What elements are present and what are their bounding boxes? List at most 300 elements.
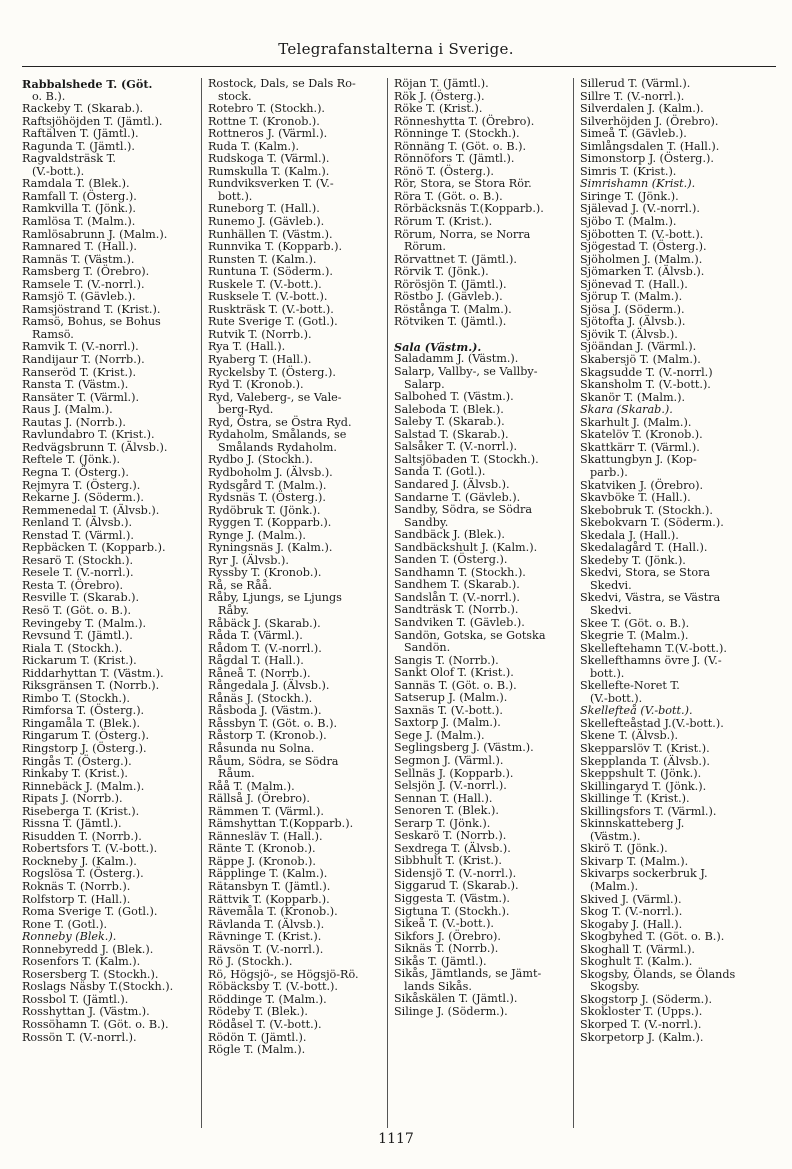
column-3 — [387, 78, 573, 1128]
directory-entry: Silverhöjden J. (Örebro). — [580, 114, 719, 128]
directory-entry: Skellefte-Noret T. — [580, 679, 680, 693]
directory-entry: Ryckelsby T. (Österg.). — [208, 365, 336, 379]
entry-continuation: Råum. — [218, 767, 255, 781]
directory-entry: Skarhult J. (Malm.). — [580, 415, 692, 429]
directory-entry: Skedvi, Stora, se Stora — [580, 566, 711, 580]
directory-entry: Råå T. (Malm.). — [208, 779, 295, 793]
directory-entry: Rödeby T. (Blek.). — [208, 1005, 308, 1019]
directory-entry: Seglingsberg J. (Västm.). — [394, 741, 534, 755]
directory-entry: Ragvaldsträsk T. — [22, 152, 116, 166]
directory-entry: Sibbhult T. (Krist.). — [394, 854, 502, 868]
directory-entry: Rute Sverige T. (Gotl.). — [208, 315, 338, 329]
page-title: Telegrafanstalterna i Sverige. — [278, 40, 514, 58]
directory-entry: Skeppshult T. (Jönk.). — [580, 767, 702, 781]
directory-entry: Skogstorp J. (Söderm.). — [580, 992, 713, 1006]
directory-entry: Revingeby T. (Malm.). — [22, 616, 147, 630]
directory-entry: Rönneshytta T. (Örebro). — [394, 114, 535, 128]
directory-entry: Riksgränsen T. (Norrb.). — [22, 679, 160, 693]
directory-entry: Resta T. (Örebro). — [22, 578, 124, 592]
directory-entry: Rudskoga T. (Värml.). — [208, 152, 330, 166]
directory-entry: Sandby, Södra, se Södra — [394, 503, 532, 517]
directory-entry: Råssbyn T. (Göt. o. B.). — [208, 716, 337, 730]
directory-entry: Sandön, Gotska, se Gotska — [394, 628, 546, 642]
directory-entry: Ramlösa T. (Malm.). — [22, 215, 136, 229]
directory-entry: Rimforsa T. (Österg.). — [22, 704, 145, 718]
directory-entry: Siknäs T. (Norrb.). — [394, 942, 499, 956]
directory-entry: Rottne T. (Kronob.). — [208, 114, 320, 128]
column-4 — [573, 78, 759, 1128]
directory-entry: Skattkärr T. (Värml.). — [580, 440, 700, 454]
directory-entry: Sandträsk T. (Norrb.). — [394, 603, 519, 617]
directory-entry: Seskarö T. (Norrb.). — [394, 829, 507, 843]
directory-entry: Rautas J. (Norrb.). — [22, 415, 126, 429]
directory-entry: Sjörup T. (Malm.). — [580, 290, 683, 304]
directory-entry: Rånäs J. (Stockh.). — [208, 691, 313, 705]
directory-entry: Ramsele T. (V.-norrl.). — [22, 277, 145, 291]
directory-entry: Rumskulla T. (Kalm.). — [208, 164, 330, 178]
directory-entry: Saladamm J. (Västm.). — [394, 352, 519, 366]
directory-entry: Sikås, Jämtlands, se Jämt- — [394, 967, 542, 981]
directory-entry: Skanör T. (Malm.). — [580, 390, 686, 404]
entry-continuation: Ramsö. — [32, 327, 74, 341]
directory-entry: Skara (Skarab.). — [580, 403, 673, 417]
directory-entry: Redvägsbrunn T. (Älvsb.). — [22, 440, 168, 454]
directory-entry: Simris T. (Krist.). — [580, 164, 677, 178]
directory-entry: Sandhem T. (Skarab.). — [394, 578, 520, 592]
directory-entry: Sjöbo T. (Malm.). — [580, 215, 677, 229]
directory-entry: Ryd, Östra, se Östra Ryd. — [208, 415, 352, 429]
directory-entry: Skogsby, Ölands, se Ölands — [580, 967, 736, 981]
directory-entry: Sidensjö T. (V.-norrl.). — [394, 866, 517, 880]
column-1 — [22, 78, 201, 1128]
directory-entry: Råbäck J. (Skarab.). — [208, 616, 321, 630]
directory-entry: Ramfall T. (Österg.). — [22, 189, 137, 203]
directory-entry: Skogbyhed T. (Göt. o. B.). — [580, 930, 725, 944]
directory-entry: Roknäs T. (Norrb.). — [22, 880, 131, 893]
directory-entry: Simonstorp J. (Österg.). — [580, 152, 714, 166]
directory-entry: Skebobruk T. (Stockh.). — [580, 503, 713, 517]
directory-entry: Rossbol T. (Jämtl.). — [22, 992, 129, 1006]
directory-entry: Rackeby T. (Skarab.). — [22, 102, 144, 116]
directory-entry: Råsunda nu Solna. — [208, 741, 315, 755]
directory-entry: Rosenfors T. (Kalm.). — [22, 955, 141, 969]
directory-entry: Rydsgård T. (Malm.). — [208, 478, 327, 492]
directory-entry: Rekarne J. (Söderm.). — [22, 491, 144, 505]
directory-entry: Rottneros J. (Värml.). — [208, 127, 328, 141]
directory-entry: Sjögestad T. (Österg.). — [580, 240, 707, 254]
directory-entry: Rännesläv T. (Hall.). — [208, 829, 323, 843]
directory-entry: Skellefteå (V.-bott.). — [580, 704, 693, 718]
directory-entry: Rostock, Dals, se Dals Ro- — [208, 78, 356, 90]
directory-entry: Sikåskälen T. (Jämtl.). — [394, 992, 518, 1006]
directory-entry: Segmon J. (Värml.). — [394, 753, 504, 767]
directory-entry: Simrishamn (Krist.). — [580, 177, 696, 191]
directory-entry: Skorped T. (V.-norrl.). — [580, 1018, 702, 1032]
directory-entry: Rydbo J. (Stockh.). — [208, 453, 313, 467]
directory-entry: Röbäcksby T. (V.-bott.). — [208, 980, 338, 994]
directory-entry: Skellefthamns övre J. (V.- — [580, 654, 722, 668]
directory-entry: Sandbäck J. (Blek.). — [394, 528, 505, 542]
directory-entry: Sjöholmen J. (Malm.). — [580, 252, 703, 266]
directory-entry: Ransäter T. (Värml.). — [22, 390, 140, 404]
directory-entry: Råsboda J. (Västm.). — [208, 704, 322, 718]
directory-entry: Sjöbotten T. (V.-bott.). — [580, 227, 704, 241]
directory-entry: Skillinge T. (Krist.). — [580, 792, 690, 806]
directory-entry: Siggesta T. (Västm.). — [394, 892, 510, 905]
directory-entry: Ramsjöstrand T. (Krist.). — [22, 302, 161, 316]
directory-entry: Röstånga T. (Malm.). — [394, 302, 512, 316]
directory-entry: Ryr J. (Älvsb.). — [208, 553, 289, 567]
entry-continuation: (Malm.). — [590, 880, 639, 893]
directory-entry: Salbohed T. (Västm.). — [394, 390, 514, 404]
column-2 — [201, 78, 387, 1128]
directory-entry: Sandviken T. (Gävleb.). — [394, 615, 525, 629]
directory-entry: Sikfors J. (Örebro). — [394, 929, 501, 943]
directory-entry: Rå, se Råå. — [208, 578, 272, 592]
directory-entry: Rydöbruk T. (Jönk.). — [208, 503, 321, 517]
directory-entry: Sjövik T. (Älvsb.). — [580, 327, 678, 341]
directory-entry: Sjönevad T. (Hall.). — [580, 277, 688, 291]
directory-entry: Rönnäng T. (Göt. o. B.). — [394, 139, 527, 153]
directory-entry: Saleboda T. (Blek.). — [394, 402, 504, 416]
directory-entry: Rusksele T. (V.-bott.). — [208, 290, 328, 304]
directory-entry: Saxtorp J. (Malm.). — [394, 716, 501, 730]
directory-entry: Rönnöfors T. (Jämtl.). — [394, 152, 515, 166]
directory-entry: Salstad T. (Skarab.). — [394, 427, 509, 441]
directory-entry: Ragunda T. (Jämtl.). — [22, 139, 135, 153]
directory-entry: Råby, Ljungs, se Ljungs — [208, 591, 342, 605]
directory-entry: Skatelöv T. (Kronob.). — [580, 428, 703, 442]
directory-entry: Rörösjön T. (Jämtl.). — [394, 277, 507, 291]
directory-entry: Ringarum T. (Österg.). — [22, 729, 150, 743]
directory-entry: Sellnäs J. (Kopparb.). — [394, 766, 514, 780]
directory-entry: Skoghult T. (Kalm.). — [580, 955, 693, 969]
directory-entry: Skillingaryd T. (Jönk.). — [580, 779, 707, 793]
entry-continuation: bott.). — [590, 666, 625, 680]
directory-entry: Rö J. (Stockh.). — [208, 955, 293, 969]
directory-entry: Ryggen T. (Kopparb.). — [208, 516, 332, 530]
directory-entry: Skorpetorp J. (Kalm.). — [580, 1030, 704, 1044]
entry-continuation: Smålands Rydaholm. — [218, 440, 337, 454]
entry-continuation: Sandby. — [404, 515, 449, 529]
entry-continuation: Skogsby. — [590, 980, 640, 994]
directory-entry: Rockneby J. (Kalm.). — [22, 854, 137, 868]
directory-entry: Skillingsfors T. (Värml.). — [580, 804, 717, 818]
directory-entry: Rörum, Norra, se Norra — [394, 227, 531, 241]
directory-entry: Ransta T. (Västm.). — [22, 378, 129, 392]
directory-entry: Sillerud T. (Värml.). — [580, 78, 691, 90]
directory-entry: Rörvik T. (Jönk.). — [394, 265, 489, 279]
directory-entry: Rämshyttan T.(Kopparb.). — [208, 817, 354, 831]
directory-entry: Skene T. (Älvsb.). — [580, 729, 679, 743]
directory-entry: Rogslösa T. (Österg.). — [22, 867, 144, 881]
entry-continuation: Sandön. — [404, 641, 451, 655]
directory-entry: Ränte T. (Kronob.). — [208, 842, 316, 856]
directory-entry: Rabbalshede T. (Göt. — [22, 78, 153, 91]
directory-entry: Sandbäckshult J. (Kalm.). — [394, 540, 538, 554]
directory-entry: Ryssby T. (Kronob.). — [208, 566, 322, 580]
directory-entry: Röstbo J. (Gävleb.). — [394, 290, 503, 304]
directory-entry: Skelleftehamn T.(V.-bott.). — [580, 641, 727, 655]
directory-entry: Serarp T. (Jönk.). — [394, 816, 491, 830]
directory-entry: Skogaby J. (Hall.). — [580, 917, 683, 931]
directory-entry: Remmenedal T. (Älvsb.). — [22, 503, 160, 517]
directory-entry: Rutvik T. (Norrb.). — [208, 327, 312, 341]
directory-entry: Rävsön T. (V.-norrl.). — [208, 942, 324, 956]
directory-entry: Sangis T. (Norrb.). — [394, 653, 499, 667]
directory-entry: Rättvik T. (Kopparb.). — [208, 892, 330, 906]
directory-entry: Skagsudde T. (V.-norrl.) — [580, 365, 713, 379]
directory-entry: Skepparslöv T. (Krist.). — [580, 741, 710, 755]
directory-entry: Renland T. (Älvsb.). — [22, 516, 133, 530]
directory-entry: Rämmen T. (Värml.). — [208, 804, 324, 818]
page-number: 1117 — [378, 1131, 414, 1147]
entry-continuation: Råby. — [218, 603, 249, 617]
directory-entry: Ramnäs T. (Västm.). — [22, 252, 135, 266]
directory-entry: Rök J. (Österg.). — [394, 89, 485, 103]
directory-entry: Rävninge T. (Krist.). — [208, 930, 322, 944]
directory-entry: Ramlösabrunn J. (Malm.). — [22, 227, 168, 241]
entry-continuation: berg-Ryd. — [218, 403, 274, 417]
directory-entry: Ruda T. (Kalm.). — [208, 139, 300, 153]
directory-entry: Satserup J. (Malm.). — [394, 691, 508, 705]
directory-entry: Skedala J. (Hall.). — [580, 528, 679, 542]
directory-entry: Ramvik T. (V.-norrl.). — [22, 340, 139, 354]
directory-entry: Rosersberg T. (Stockh.). — [22, 967, 159, 981]
directory-entry: Rejmyra T. (Österg.). — [22, 478, 141, 492]
directory-entry: Raus J. (Malm.). — [22, 403, 113, 417]
directory-entry: Ruskele T. (V.-bott.). — [208, 277, 322, 291]
directory-entry: Simeå T. (Gävleb.). — [580, 127, 687, 141]
directory-entry: Resö T. (Göt. o. B.). — [22, 603, 131, 617]
directory-entry: Saxnäs T. (V.-bott.). — [394, 703, 503, 717]
directory-entry: Sandared J. (Älvsb.). — [394, 477, 510, 491]
directory-entry: Ronneby (Blek.). — [22, 930, 117, 944]
directory-entry: Röddinge T. (Malm.). — [208, 992, 327, 1006]
directory-entry: Rynge J. (Malm.). — [208, 528, 306, 542]
directory-entry: Rörbäcksnäs T.(Kopparb.). — [394, 202, 544, 216]
directory-entry: Salarp, Vallby-, se Vallby- — [394, 365, 538, 379]
directory-entry: Sikås T. (Jämtl.). — [394, 954, 487, 968]
directory-entry: Rossön T. (V.-norrl.). — [22, 1030, 137, 1044]
directory-entry: Resarö T. (Stockh.). — [22, 553, 134, 567]
directory-entry: Röke T. (Krist.). — [394, 102, 483, 116]
directory-entry: Rörum T. (Krist.). — [394, 215, 493, 229]
directory-entry: Ramnared T. (Hall.). — [22, 240, 137, 254]
directory-entry: Rörvattnet T. (Jämtl.). — [394, 252, 517, 266]
directory-entry: Sandarne T. (Gävleb.). — [394, 490, 521, 504]
entry-continuation: lands Sikås. — [404, 979, 472, 993]
directory-entry: Riddarhyttan T. (Västm.). — [22, 666, 164, 680]
directory-entry: Rosshyttan J. (Västm.). — [22, 1005, 150, 1019]
directory-entry: Skattungbyn J. (Kop- — [580, 453, 697, 467]
directory-entry: Skokloster T. (Upps.). — [580, 1005, 703, 1019]
directory-entry: Siringe T. (Jönk.). — [580, 189, 679, 203]
directory-entry: Rya T. (Hall.). — [208, 340, 286, 354]
directory-entry: Själevad J. (V.-norrl.). — [580, 202, 700, 216]
directory-entry: Siggarud T. (Skarab.). — [394, 879, 519, 893]
directory-entry: Runeborg T. (Hall.). — [208, 202, 320, 216]
directory-entry: Silverdalen J. (Kalm.). — [580, 102, 704, 116]
directory-entry: Sikeå T. (V.-bott.). — [394, 917, 494, 931]
directory-entry: Rör, Stora, se Stora Rör. — [394, 177, 532, 191]
directory-entry: Råda T. (Värml.). — [208, 629, 303, 643]
directory-entry: Skansholm T. (V.-bott.). — [580, 378, 711, 392]
directory-entry: Ruskträsk T. (V.-bott.). — [208, 302, 334, 316]
directory-entry: Rötviken T. (Jämtl.). — [394, 315, 507, 329]
directory-entry: Rö, Högsjö-, se Högsjö-Rö. — [208, 967, 359, 981]
directory-entry: Rinkaby T. (Krist.). — [22, 767, 128, 781]
directory-entry: Råneå T. (Norrb.). — [208, 666, 311, 680]
directory-entry: Skepplanda T. (Älvsb.). — [580, 754, 710, 768]
directory-entry: Saltsjöbaden T. (Stockh.). — [394, 452, 539, 466]
directory-entry: Rödön T. (Jämtl.). — [208, 1030, 307, 1044]
directory-entry: Rällså J. (Örebro). — [208, 792, 310, 806]
directory-entry: Saleby T. (Skarab.). — [394, 415, 505, 429]
directory-entry: Ramkvilla T. (Jönk.). — [22, 202, 136, 216]
directory-entry: Sanden T. (Österg.). — [394, 553, 508, 567]
directory-entry: Rönö T. (Österg.). — [394, 164, 494, 178]
directory-entry: Ripats J. (Norrb.). — [22, 792, 123, 806]
entry-continuation: stock. — [218, 89, 252, 103]
entry-continuation: bott.). — [218, 189, 253, 203]
directory-entry: Ringstorp J. (Österg.). — [22, 741, 147, 755]
directory-entry: Rävemåla T. (Kronob.). — [208, 905, 338, 919]
directory-entry: Rinnebäck J. (Malm.). — [22, 779, 145, 793]
directory-entry: Sexdrega T. (Älvsb.). — [394, 841, 511, 855]
directory-entry: Ranseröd T. (Krist.). — [22, 365, 137, 379]
directory-entry: Resville T. (Skarab.). — [22, 591, 140, 605]
directory-entry: Rätansbyn T. (Jämtl.). — [208, 880, 331, 893]
directory-entry: Råum, Södra, se Södra — [208, 754, 339, 768]
directory-entry: Skoghall T. (Värml.). — [580, 942, 695, 956]
directory-entry: Runnvika T. (Kopparb.). — [208, 240, 343, 254]
directory-entry: Ramdala T. (Blek.). — [22, 177, 130, 191]
directory-entry: Råstorp T. (Kronob.). — [208, 729, 327, 743]
directory-entry: Sege J. (Malm.). — [394, 728, 485, 742]
directory-entry: Rådom T. (V.-norrl.). — [208, 641, 322, 655]
directory-entry: Rydsnäs T. (Österg.). — [208, 491, 326, 505]
directory-entry: Rävlanda T. (Älvsb.). — [208, 917, 325, 931]
directory-entry: Skavböke T. (Hall.). — [580, 491, 691, 505]
directory-entry: Simlångsdalen T. (Hall.). — [580, 139, 720, 153]
directory-entry: Skivarp T. (Malm.). — [580, 854, 689, 868]
directory-entry: Ramsjö T. (Gävleb.). — [22, 290, 136, 304]
directory-entry: Röra T. (Göt. o. B.). — [394, 189, 503, 203]
directory-entry: Riala T. (Stockh.). — [22, 641, 123, 655]
directory-entry: Ringamåla T. (Blek.). — [22, 716, 141, 730]
directory-entry: Skedvi, Västra, se Västra — [580, 591, 721, 605]
directory-entry: Sigtuna T. (Stockh.). — [394, 904, 510, 918]
directory-entry: Rydboholm J. (Älvsb.). — [208, 465, 333, 479]
directory-entry: Skived J. (Värml.). — [580, 892, 682, 906]
directory-entry: Ryd, Valeberg-, se Vale- — [208, 390, 342, 404]
directory-entry: Regna T. (Österg.). — [22, 465, 129, 479]
directory-entry: Skedalagård T. (Hall.). — [580, 541, 708, 555]
directory-entry: Ryd T. (Kronob.). — [208, 378, 304, 392]
directory-entry: Ryningsnäs J. (Kalm.). — [208, 541, 333, 555]
directory-entry: Rissna T. (Jämtl.). — [22, 817, 122, 831]
directory-entry: Sandslån T. (V.-norrl.). — [394, 590, 520, 604]
directory-entry: Roslags Näsby T.(Stockh.). — [22, 980, 174, 994]
directory-entry: Sjöändan J. (Värml.). — [580, 340, 697, 354]
directory-entry: Ravlundabro T. (Krist.). — [22, 428, 155, 442]
directory-entry: Sanda T. (Gotl.). — [394, 465, 486, 479]
directory-entry: Sannäs T. (Göt. o. B.). — [394, 678, 517, 692]
entry-continuation: Skedvi. — [590, 578, 632, 592]
directory-entry: Rimbo T. (Stockh.). — [22, 691, 130, 705]
directory-entry: Robertsfors T. (V.-bott.). — [22, 842, 158, 856]
directory-entry: Ringås T. (Österg.). — [22, 754, 132, 768]
directory-entry: Rågdal T. (Hall.). — [208, 654, 304, 668]
entry-continuation: o. B.). — [32, 89, 66, 103]
directory-entry: Sillre T. (V.-norrl.). — [580, 89, 685, 103]
directory-entry: Resele T. (V.-norrl.). — [22, 566, 134, 580]
directory-entry: Rolfstorp T. (Hall.). — [22, 892, 131, 906]
directory-entry: Riseberga T. (Krist.). — [22, 804, 140, 818]
directory-entry: Sennan T. (Hall.). — [394, 791, 493, 805]
directory-entry: Skedeby T. (Jönk.). — [580, 553, 686, 567]
directory-entry: Randijaur T. (Norrb.). — [22, 353, 145, 367]
directory-entry: Sankt Olof T. (Krist.). — [394, 666, 514, 680]
directory-entry: Skee T. (Göt. o. B.). — [580, 616, 690, 630]
directory-entry: Rögle T. (Malm.). — [208, 1043, 306, 1057]
directory-entry: Skegrie T. (Malm.). — [580, 629, 689, 643]
entry-continuation: Skedvi. — [590, 603, 632, 617]
directory-columns — [22, 78, 780, 1128]
directory-entry: Rickarum T. (Krist.). — [22, 654, 137, 668]
entry-continuation: parb.). — [590, 465, 628, 479]
directory-entry: Skebokvarn T. (Söderm.). — [580, 516, 724, 530]
directory-entry: Ramsberg T. (Örebro). — [22, 265, 150, 279]
directory-entry: Skabersjö T. (Malm.). — [580, 353, 701, 367]
directory-entry: Sjömarken T. (Älvsb.). — [580, 265, 705, 279]
directory-entry: Runhällen T. (Västm.). — [208, 227, 333, 241]
directory-entry: Räppe J. (Kronob.). — [208, 854, 316, 868]
entry-continuation: (Västm.). — [590, 829, 641, 843]
directory-entry: Renstad T. (Värml.). — [22, 528, 134, 542]
directory-entry: Rydaholm, Smålands, se — [208, 428, 347, 442]
directory-entry: Skivarps sockerbruk J. — [580, 867, 708, 881]
directory-entry: Salsåker T. (V.-norrl.). — [394, 440, 518, 454]
directory-entry: Runtuna T. (Söderm.). — [208, 265, 333, 279]
directory-entry: Ryaberg T. (Hall.). — [208, 353, 312, 367]
directory-entry: Skog T. (V.-norrl.). — [580, 905, 683, 919]
directory-entry: Skirö T. (Jönk.). — [580, 842, 668, 856]
directory-entry: Rönninge T. (Stockh.). — [394, 127, 520, 141]
directory-entry: Raftälven T. (Jämtl.). — [22, 127, 139, 141]
directory-entry: Silinge J. (Söderm.). — [394, 1004, 508, 1018]
directory-entry: Skellefteåstad J.(V.-bott.). — [580, 716, 724, 730]
entry-continuation: (V.-bott.). — [590, 691, 643, 705]
directory-entry: Rotebro T. (Stockh.). — [208, 102, 325, 116]
directory-entry: Ronnebyredd J. (Blek.). — [22, 942, 154, 956]
entry-continuation: (V.-bott.). — [32, 164, 85, 178]
directory-entry: Repbäcken T. (Kopparb.). — [22, 541, 166, 555]
entry-continuation: Rörum. — [404, 240, 446, 254]
directory-entry: Skinnskatteberg J. — [580, 817, 685, 831]
directory-entry: Sandhamn T. (Stockh.). — [394, 565, 526, 579]
entry-continuation: Salarp. — [404, 377, 445, 391]
directory-entry: Skatviken J. (Örebro). — [580, 478, 704, 492]
directory-entry: Runemo J. (Gävleb.). — [208, 215, 325, 229]
directory-entry: Räpplinge T. (Kalm.). — [208, 867, 328, 881]
directory-entry: Sjösa J. (Söderm.). — [580, 302, 685, 316]
directory-entry: Senoren T. (Blek.). — [394, 804, 499, 818]
directory-entry: Ramsö, Bohus, se Bohus — [22, 315, 161, 329]
directory-entry: Röjan T. (Jämtl.). — [394, 78, 489, 90]
directory-entry: Rångedala J. (Älvsb.). — [208, 679, 330, 693]
